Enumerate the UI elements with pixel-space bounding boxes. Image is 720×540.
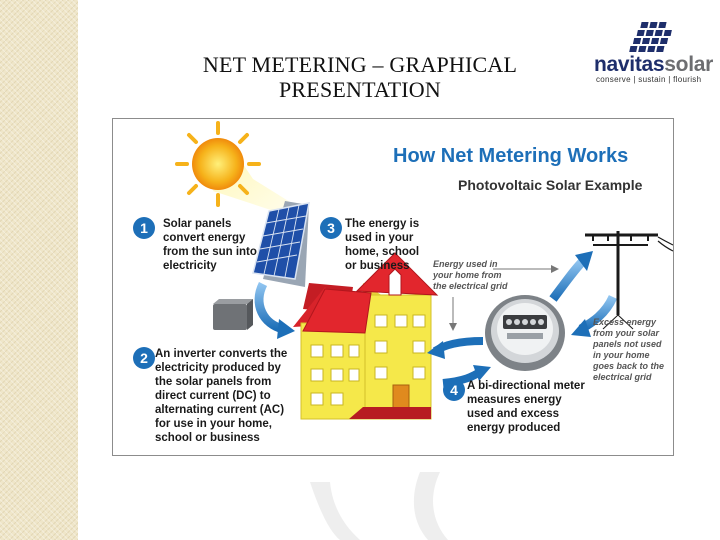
slide-title bbox=[150, 52, 570, 102]
watermark-logo-icon bbox=[300, 462, 460, 540]
step-3-text: The energy is used in your home, school or business bbox=[345, 218, 420, 272]
sun-icon bbox=[177, 123, 259, 205]
meter-to-grid-arrow bbox=[553, 261, 583, 299]
step-2-number: 2 bbox=[133, 347, 155, 369]
diagram-heading: How Net Metering Works bbox=[393, 145, 629, 167]
step-3-number: 3 bbox=[320, 217, 342, 239]
step-1-number: 1 bbox=[133, 217, 155, 239]
pointer-head bbox=[551, 265, 559, 273]
arrow-head bbox=[277, 319, 295, 339]
diagram-subheading: Photovoltaic Solar Example bbox=[458, 177, 643, 193]
house-icon bbox=[293, 253, 437, 419]
step-4-text: A bi-directional meter measures energy used and excess energy produced bbox=[467, 380, 585, 434]
net-metering-diagram bbox=[112, 118, 674, 456]
slide-title-line2: PRESENTATION bbox=[279, 77, 441, 102]
inverter-icon bbox=[213, 299, 253, 330]
navitas-solar-logo bbox=[592, 20, 714, 86]
step-4-number: 4 bbox=[443, 379, 465, 401]
house-porch-step bbox=[349, 407, 431, 419]
step-1-text: Solar panels convert energy from the sun into electricity bbox=[163, 218, 257, 272]
bi-directional-meter-icon bbox=[485, 295, 565, 371]
step-2-text: An inverter converts the electricity produced by the solar panels from direct current (DC) to alternating current (AC) for use in your home, school or business bbox=[155, 348, 288, 444]
slide-title-line1: NET METERING – GRAPHICAL bbox=[202, 52, 518, 77]
pointer-head bbox=[449, 323, 457, 331]
grid-out-note: Excess energy from your solar panels not used in your home goes back to the electrical grid bbox=[593, 317, 665, 382]
solar-panel-logo-icon bbox=[592, 20, 714, 54]
grid-in-note: Energy used in your home from the electrical grid bbox=[433, 259, 508, 291]
logo-tagline: conserve | sustain | flourish bbox=[596, 75, 702, 84]
decorative-side-strip bbox=[0, 0, 78, 540]
logo-wordmark: navitassolar bbox=[594, 53, 713, 76]
